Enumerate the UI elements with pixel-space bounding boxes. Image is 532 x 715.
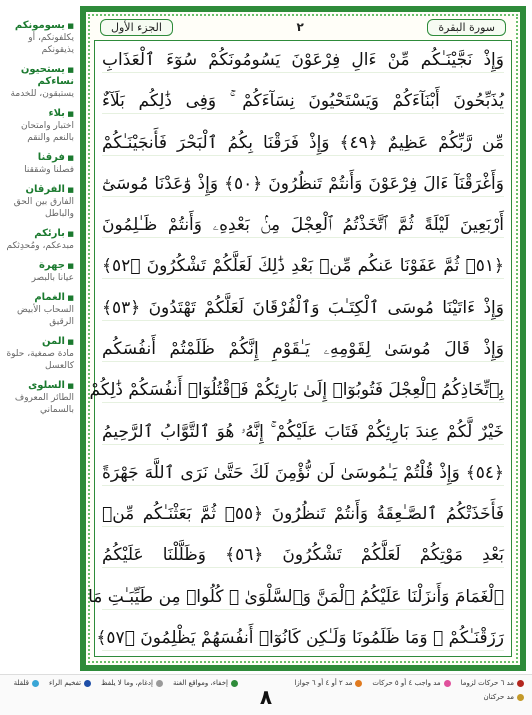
legend-label: تفخيم الراء <box>48 679 82 687</box>
verse-line: ﴿٥١﴾ ثُمَّ عَفَوْنَا عَنكُم مِّنۢ بَعْدِ ذَٰلِكَ لَعَلَّكُمْ تَشْكُرُونَ ﴿٥٢﴾ <box>102 254 504 279</box>
page-header <box>100 16 506 38</box>
glossary-definition: يكلفونكم، أو يذيقونكم <box>28 33 74 55</box>
glossary-definition: مادة صمغية، حلوة كالعسل <box>6 349 74 371</box>
verse-line: وَأَغْرَقْنَآ ءَالَ فِرْعَوْنَ وَأَنتُمْ تَنظُرُونَ ﴿٥٠﴾ وَإِذْ وَٰعَدْنَا مُوسَىٰٓ <box>102 172 504 197</box>
legend-label: مد ٢ أو ٤ أو ٦ جوازا <box>294 679 353 687</box>
glossary-definition: الطائر المعروف بالسماني <box>14 393 74 415</box>
legend-row-left <box>8 679 238 687</box>
verse-line: خَيْرٌ لَّكُمْ عِندَ بَارِئِكُمْ فَتَابَ عَلَيْكُمْ ۚ إِنَّهُۥ هُوَ ٱلتَّوَّابُ ٱلرَّحِيمُ <box>102 420 504 445</box>
glossary-term: ■ السلوى <box>0 380 74 392</box>
verse-line: وَإِذْ نَجَّيْنَـٰكُم مِّنْ ءَالِ فِرْعَوْنَ يَسُومُونَكُمْ سُوٓءَ ٱلْعَذَابِ <box>102 48 504 73</box>
verse-line: بِٱتِّخَاذِكُمُ ٱلْعِجْلَ فَتُوبُوٓا۟ إِلَىٰ بَارِئِكُمْ فَٱقْتُلُوٓا۟ أَنفُسَكُمْ ذَٰلِكُمْ <box>102 378 504 403</box>
legend-row-right <box>294 679 524 701</box>
verse-line: ﴿٥٤﴾ وَإِذْ قُلْتُمْ يَـٰمُوسَىٰ لَن نُّؤْمِنَ لَكَ حَتَّىٰ نَرَى ٱللَّهَ جَهْرَةً <box>102 461 504 486</box>
glossary-definition: السحاب الأبيض الرقيق <box>16 305 74 327</box>
legend-item <box>14 679 39 687</box>
glossary-definition: يستبقون، للخدمة <box>10 89 74 99</box>
verse-line: وَإِذْ ءَاتَيْنَا مُوسَى ٱلْكِتَـٰبَ وَٱلْفُرْقَانَ لَعَلَّكُمْ تَهْتَدُونَ ﴿٥٣﴾ <box>102 296 504 321</box>
legend-item <box>372 679 450 687</box>
glossary-term: ■ جهرة <box>0 260 74 272</box>
legend-color-dot <box>517 694 524 701</box>
verse-line: بَعْدِ مَوْتِكُمْ لَعَلَّكُمْ تَشْكُرُونَ ﴿٥٦﴾ وَظَلَّلْنَا عَلَيْكُمُ <box>102 543 504 568</box>
legend-item <box>101 679 163 687</box>
page-number: ٨ <box>259 685 273 709</box>
verse-line: وَإِذْ قَالَ مُوسَىٰ لِقَوْمِهِۦ يَـٰقَوْمِ إِنَّكُمْ ظَلَمْتُمْ أَنفُسَكُم <box>102 337 504 362</box>
verse-line: ٱلْغَمَامَ وَأَنزَلْنَا عَلَيْكُمُ ٱلْمَنَّ وَٱلسَّلْوَىٰ ۖ كُلُوا۟ مِن طَيِّبَـٰتِ مَا <box>102 585 504 610</box>
verse-line: مِّن رَّبِّكُمْ عَظِيمٌ ﴿٤٩﴾ وَإِذْ فَرَقْنَا بِكُمُ ٱلْبَحْرَ فَأَنجَيْنَـٰكُمْ <box>102 131 504 156</box>
verse-lines <box>88 44 512 655</box>
legend-label: مد واجب ٤ أو ٥ حركات <box>372 679 441 687</box>
legend-item <box>461 679 524 687</box>
legend-color-dot <box>355 680 362 687</box>
legend-item <box>294 679 362 687</box>
glossary-entry <box>0 20 78 56</box>
verse-line: أَرْبَعِينَ لَيْلَةً ثُمَّ ٱتَّخَذْتُمُ ٱلْعِجْلَ مِنۢ بَعْدِهِۦ وَأَنتُمْ ظَـٰلِمُونَ <box>102 213 504 238</box>
legend-color-dot <box>156 680 163 687</box>
glossary-definition: عيانا بالبصر <box>31 273 74 283</box>
glossary-entry <box>0 260 78 284</box>
glossary-entry <box>0 380 78 416</box>
legend-label: مد ٦ حركات لزوما <box>460 679 514 687</box>
legend-label: قلقلة <box>13 679 29 687</box>
verse-line: رَزَقْنَـٰكُمْ ۖ وَمَا ظَلَمُونَا وَلَـٰكِن كَانُوٓا۟ أَنفُسَهُمْ يَظْلِمُونَ ﴿٥٧﴾ <box>102 626 504 651</box>
legend-label: إخفاء، ومواقع الغنة <box>172 679 228 687</box>
glossary-entry <box>0 336 78 372</box>
glossary-entry <box>0 108 78 144</box>
glossary-term: ■ الغمام <box>0 292 74 304</box>
glossary-term: ■ المن <box>0 336 74 348</box>
glossary-entry <box>0 228 78 252</box>
glossary-term: ■ بلاء <box>0 108 74 120</box>
legend-color-dot <box>444 680 451 687</box>
legend-color-dot <box>84 680 91 687</box>
tajweed-legend <box>0 674 532 715</box>
page-frame <box>80 6 526 671</box>
glossary-entry <box>0 184 78 220</box>
header-page-number: ٢ <box>296 20 304 34</box>
glossary-sidebar <box>0 20 78 673</box>
glossary-entry <box>0 152 78 176</box>
glossary-entry <box>0 292 78 328</box>
surah-label: سورة البقرة <box>427 19 506 36</box>
legend-color-dot <box>231 680 238 687</box>
glossary-definition: اختبار وامتحان بالنعم والنقم <box>21 121 74 143</box>
legend-item <box>483 693 524 701</box>
glossary-term: ■ بارئكم <box>0 228 74 240</box>
verse-line: فَأَخَذَتْكُمُ ٱلصَّـٰعِقَةُ وَأَنتُمْ تَنظُرُونَ ﴿٥٥﴾ ثُمَّ بَعَثْنَـٰكُم مِّنۢ <box>102 502 504 527</box>
legend-label: مد حركتان <box>483 693 514 701</box>
glossary-definition: مبدعكم، ومُحدِثكم <box>6 241 74 251</box>
glossary-definition: الفارق بين الحق والباطل <box>13 197 74 219</box>
glossary-term: ■ يسومونكم <box>0 20 74 32</box>
glossary-term: ■ الفرقان <box>0 184 74 196</box>
legend-color-dot <box>32 680 39 687</box>
glossary-definition: فصلنا وشققنا <box>24 165 74 175</box>
legend-item <box>49 679 91 687</box>
glossary-term: ■ فرقنا <box>0 152 74 164</box>
glossary-entry <box>0 64 78 100</box>
glossary-term: ■ يستحيون نساءكم <box>0 64 74 88</box>
legend-label: إدغام، وما لا يلفظ <box>101 679 153 687</box>
legend-color-dot <box>517 680 524 687</box>
legend-item <box>173 679 238 687</box>
juz-label: الجزء الأول <box>100 19 173 36</box>
verse-line: يُذَبِّحُونَ أَبْنَآءَكُمْ وَيَسْتَحْيُونَ نِسَآءَكُمْ ۚ وَفِى ذَٰلِكُم بَلَآءٌ <box>102 89 504 114</box>
